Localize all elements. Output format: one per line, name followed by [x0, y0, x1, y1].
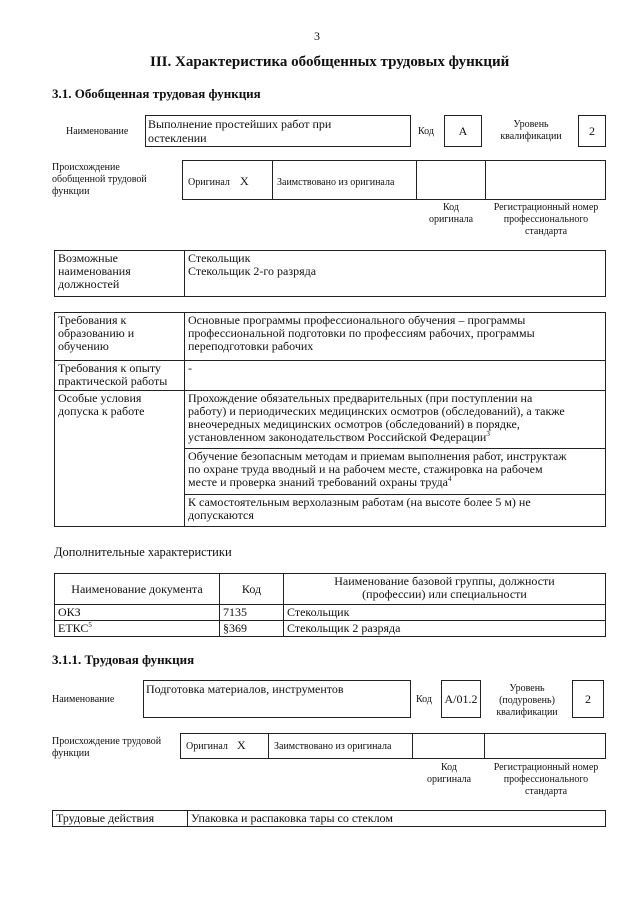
gtf-origin-label-2: обобщенной трудовой	[52, 174, 147, 185]
tf-origin-label-1: Происхождение трудовой	[52, 736, 162, 747]
gtf-heading: 3.1. Обобщенная трудовая функция	[52, 86, 261, 101]
gtf-level-box	[578, 115, 606, 147]
gtf-name-line2: остеклении	[148, 131, 207, 145]
tf-original-mark: X	[237, 738, 246, 752]
tf-reg-2: профессионального	[503, 774, 589, 785]
row2-doc-text: ЕТКС	[58, 621, 89, 635]
gtf-reg-2: профессионального	[503, 214, 589, 225]
tf-code-value: A/01.2	[444, 692, 478, 706]
special-cell-2	[185, 449, 606, 495]
tf-code-box	[441, 680, 481, 718]
position-1: Стекольщик	[188, 251, 251, 265]
footnote-3: 3	[486, 430, 490, 438]
gtf-origin-label-1: Происхождение	[52, 162, 120, 173]
special1-line-1: Прохождение обязательных предварительных (при поступлении на	[188, 391, 533, 405]
special2-line-2: по охране труда вводный и на рабочем месте, стажировка на рабочем	[188, 462, 543, 476]
row1-code: 7135	[220, 605, 284, 621]
positions-label-1: Возможные	[58, 251, 118, 265]
gtf-original-mark: X	[240, 174, 249, 188]
special2-line-3	[188, 476, 602, 489]
tf-heading: 3.1.1. Трудовая функция	[52, 652, 195, 667]
special-label-2: допуска к работе	[58, 404, 145, 418]
edu-line-2: профессиональной подготовки по профессиям рабочих, программы	[188, 326, 535, 340]
col-name-header-1: Наименование базовой группы, должности	[334, 574, 555, 588]
edu-value-cell	[185, 313, 606, 361]
tf-origin-label-2: функции	[52, 748, 90, 759]
tf-reg-1: Регистрационный номер	[493, 762, 599, 773]
exp-label-1: Требования к опыту	[58, 361, 161, 375]
special2-line-1: Обучение безопасным методам и приемам выполнения работ, инструктаж	[188, 449, 567, 463]
additional-heading: Дополнительные характеристики	[54, 545, 232, 559]
special-cell-3	[185, 495, 606, 527]
table-row	[55, 621, 606, 637]
special1-line-2: работу) и периодических медицинских осмотров (обследований), а также	[188, 404, 565, 418]
tf-name-value: Подготовка материалов, инструментов	[146, 682, 344, 696]
gtf-level-label-2: квалификации	[500, 131, 562, 142]
requirements-table	[54, 312, 606, 527]
exp-label-2: практической работы	[58, 374, 168, 388]
edu-line-1: Основные программы профессионального обучения – программы	[188, 313, 526, 327]
gtf-code-label: Код	[418, 126, 434, 137]
special-label-1: Особые условия	[58, 391, 142, 405]
tf-original-label: Оригинал	[186, 741, 228, 752]
tf-orig-code-2: оригинала	[426, 774, 472, 785]
positions-table	[54, 250, 606, 297]
special2-line-3-text: месте и проверка знаний требований охраны труда	[188, 475, 448, 489]
gtf-origin-box	[182, 160, 606, 200]
row1-name: Стекольщик	[284, 605, 606, 621]
gtf-borrowed-label: Заимствовано из оригинала	[277, 177, 395, 188]
gtf-name-label: Наименование	[66, 126, 129, 137]
footnote-4: 4	[447, 475, 452, 483]
actions-label: Трудовые действия	[53, 811, 188, 827]
actions-value: Упаковка и распаковка тары со стеклом	[188, 811, 606, 827]
edu-label-cell	[55, 313, 185, 361]
tf-origin-box	[180, 733, 606, 759]
edu-label-1: Требования к	[58, 313, 127, 327]
tf-reg-3: стандарта	[524, 786, 568, 797]
positions-label-cell	[55, 251, 185, 297]
col-name-header-2: (профессии) или специальности	[362, 587, 527, 601]
tf-borrowed-label: Заимствовано из оригинала	[274, 741, 392, 752]
section-title: III. Характеристика обобщенных трудовых функций	[150, 54, 510, 70]
positions-label-2: наименования	[58, 264, 131, 278]
row2-doc	[55, 621, 220, 637]
col-code-header: Код	[220, 574, 284, 605]
row2-name: Стекольщик 2 разряда	[284, 621, 606, 637]
tf-name-label: Наименование	[52, 694, 115, 705]
positions-label-3: должностей	[58, 277, 120, 291]
table-row	[55, 605, 606, 621]
gtf-name-line1: Выполнение простейших работ при	[148, 117, 332, 131]
gtf-code-box	[444, 115, 482, 147]
page-number: 3	[314, 29, 320, 43]
exp-label-cell	[55, 361, 185, 391]
special3-line-1: К самостоятельным верхолазным работам (на высоте более 5 м) не	[188, 495, 531, 509]
special-label-cell	[55, 391, 185, 527]
tf-orig-code-1: Код	[441, 762, 457, 773]
gtf-origin-label-3: функции	[52, 186, 90, 197]
col-name-header	[284, 574, 606, 605]
tf-level-label-3: квалификации	[496, 707, 558, 718]
tf-level-label-1: Уровень	[509, 683, 545, 694]
gtf-orig-code-1: Код	[443, 202, 459, 213]
special1-line-4	[188, 431, 602, 444]
gtf-code-value: A	[458, 124, 468, 138]
position-2: Стекольщик 2-го разряда	[188, 264, 317, 278]
footnote-5: 5	[88, 621, 92, 629]
tf-code-label: Код	[416, 694, 432, 705]
exp-value-cell: -	[185, 361, 606, 391]
edu-line-3: переподготовки рабочих	[188, 339, 314, 353]
gtf-orig-code-2: оригинала	[428, 214, 474, 225]
gtf-original-label: Оригинал	[188, 177, 230, 188]
col-doc-header: Наименование документа	[55, 574, 220, 605]
special3-line-2: допускаются	[188, 508, 254, 522]
gtf-reg-3: стандарта	[524, 226, 568, 237]
special1-line-3: внеочередных медицинских осмотров (обследований) в порядке,	[188, 417, 520, 431]
tf-level-box	[572, 680, 604, 718]
tf-level-value: 2	[585, 692, 591, 706]
row1-doc: ОКЗ	[55, 605, 220, 621]
edu-label-3: обучению	[58, 339, 109, 353]
gtf-name-box	[145, 115, 411, 147]
gtf-level-label-1: Уровень	[513, 119, 549, 130]
row2-code: §369	[220, 621, 284, 637]
actions-table	[52, 810, 606, 827]
special-cell-1	[185, 391, 606, 449]
special1-line-4-text: установленном законодательством Российской Федерации	[188, 430, 487, 444]
tf-level-label-2: (подуровень)	[499, 695, 555, 706]
positions-value-cell	[185, 251, 606, 297]
additional-table	[54, 573, 606, 637]
edu-label-2: образованию и	[58, 326, 135, 340]
gtf-reg-1: Регистрационный номер	[493, 202, 599, 213]
gtf-level-value: 2	[589, 124, 595, 138]
tf-name-box	[143, 680, 411, 718]
